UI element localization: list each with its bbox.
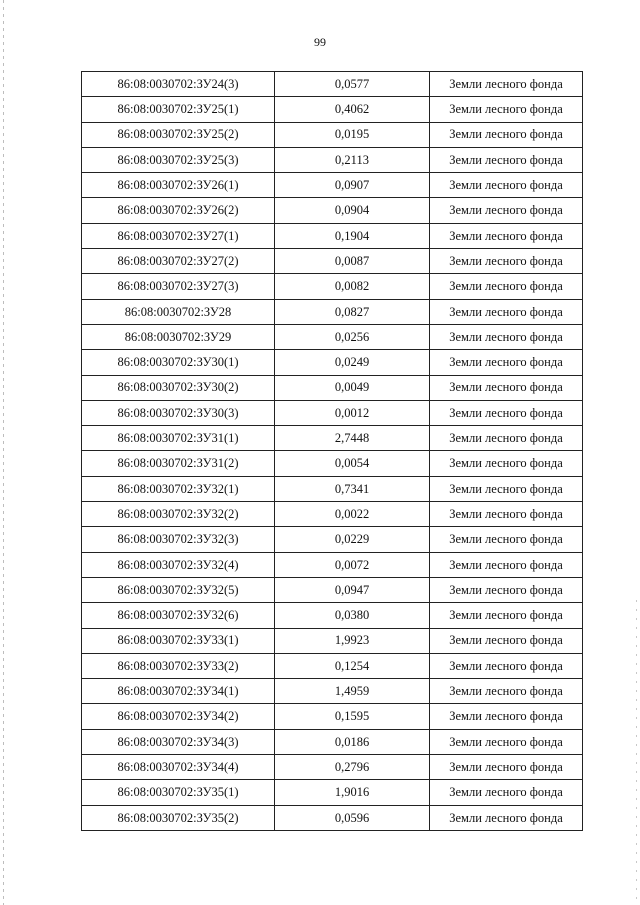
- land-category-cell: Земли лесного фонда: [430, 780, 583, 805]
- table-row: [82, 527, 583, 552]
- cadastral-number-cell: 86:08:0030702:ЗУ34(2): [82, 704, 275, 729]
- area-cell: 0,0577: [275, 72, 430, 97]
- table-row: [82, 628, 583, 653]
- cadastral-number-cell: 86:08:0030702:ЗУ32(4): [82, 552, 275, 577]
- cadastral-number-cell: 86:08:0030702:ЗУ30(1): [82, 350, 275, 375]
- cadastral-number-cell: 86:08:0030702:ЗУ30(3): [82, 400, 275, 425]
- area-cell: 0,0072: [275, 552, 430, 577]
- area-cell: 2,7448: [275, 426, 430, 451]
- table-body: [82, 72, 583, 831]
- area-cell: 0,0186: [275, 729, 430, 754]
- table-row: [82, 704, 583, 729]
- cadastral-number-cell: 86:08:0030702:ЗУ27(2): [82, 249, 275, 274]
- table-row: [82, 198, 583, 223]
- area-cell: 0,0380: [275, 603, 430, 628]
- land-category-cell: Земли лесного фонда: [430, 72, 583, 97]
- land-category-cell: Земли лесного фонда: [430, 451, 583, 476]
- cadastral-number-cell: 86:08:0030702:ЗУ25(2): [82, 122, 275, 147]
- land-category-cell: Земли лесного фонда: [430, 704, 583, 729]
- land-category-cell: Земли лесного фонда: [430, 173, 583, 198]
- cadastral-number-cell: 86:08:0030702:ЗУ34(1): [82, 679, 275, 704]
- land-category-cell: Земли лесного фонда: [430, 502, 583, 527]
- area-cell: 0,1904: [275, 223, 430, 248]
- area-cell: 0,0195: [275, 122, 430, 147]
- land-category-cell: Земли лесного фонда: [430, 679, 583, 704]
- land-category-cell: Земли лесного фонда: [430, 577, 583, 602]
- area-cell: 0,1595: [275, 704, 430, 729]
- scan-right-edge: [636, 600, 637, 900]
- cadastral-number-cell: 86:08:0030702:ЗУ27(1): [82, 223, 275, 248]
- cadastral-number-cell: 86:08:0030702:ЗУ33(1): [82, 628, 275, 653]
- cadastral-number-cell: 86:08:0030702:ЗУ33(2): [82, 653, 275, 678]
- area-cell: 0,7341: [275, 476, 430, 501]
- land-category-cell: Земли лесного фонда: [430, 476, 583, 501]
- table-row: [82, 274, 583, 299]
- cadastral-number-cell: 86:08:0030702:ЗУ32(6): [82, 603, 275, 628]
- cadastral-number-cell: 86:08:0030702:ЗУ26(2): [82, 198, 275, 223]
- table-row: [82, 72, 583, 97]
- table-row: [82, 173, 583, 198]
- scan-left-edge: [3, 0, 4, 905]
- area-cell: 0,0907: [275, 173, 430, 198]
- land-category-cell: Земли лесного фонда: [430, 274, 583, 299]
- table-row: [82, 805, 583, 830]
- land-category-cell: Земли лесного фонда: [430, 97, 583, 122]
- land-category-cell: Земли лесного фонда: [430, 122, 583, 147]
- area-cell: 0,0904: [275, 198, 430, 223]
- area-cell: 1,9923: [275, 628, 430, 653]
- table-row: [82, 451, 583, 476]
- cadastral-number-cell: 86:08:0030702:ЗУ35(1): [82, 780, 275, 805]
- area-cell: 0,0596: [275, 805, 430, 830]
- table-row: [82, 223, 583, 248]
- table-row: [82, 780, 583, 805]
- area-cell: 0,0087: [275, 249, 430, 274]
- area-cell: 1,9016: [275, 780, 430, 805]
- cadastral-number-cell: 86:08:0030702:ЗУ35(2): [82, 805, 275, 830]
- area-cell: 0,2796: [275, 755, 430, 780]
- area-cell: 1,4959: [275, 679, 430, 704]
- cadastral-number-cell: 86:08:0030702:ЗУ31(1): [82, 426, 275, 451]
- cadastral-number-cell: 86:08:0030702:ЗУ27(3): [82, 274, 275, 299]
- table-row: [82, 755, 583, 780]
- table-row: [82, 324, 583, 349]
- table-row: [82, 375, 583, 400]
- table-row: [82, 400, 583, 425]
- area-cell: 0,0947: [275, 577, 430, 602]
- area-cell: 0,0022: [275, 502, 430, 527]
- area-cell: 0,0827: [275, 299, 430, 324]
- land-category-cell: Земли лесного фонда: [430, 299, 583, 324]
- land-plots-table: [81, 71, 583, 831]
- table-row: [82, 653, 583, 678]
- cadastral-number-cell: 86:08:0030702:ЗУ32(1): [82, 476, 275, 501]
- table-row: [82, 502, 583, 527]
- cadastral-number-cell: 86:08:0030702:ЗУ32(5): [82, 577, 275, 602]
- area-cell: 0,2113: [275, 147, 430, 172]
- table-row: [82, 679, 583, 704]
- land-category-cell: Земли лесного фонда: [430, 628, 583, 653]
- cadastral-number-cell: 86:08:0030702:ЗУ32(3): [82, 527, 275, 552]
- table-row: [82, 147, 583, 172]
- area-cell: 0,0054: [275, 451, 430, 476]
- cadastral-number-cell: 86:08:0030702:ЗУ25(3): [82, 147, 275, 172]
- table-row: [82, 552, 583, 577]
- land-category-cell: Земли лесного фонда: [430, 527, 583, 552]
- cadastral-number-cell: 86:08:0030702:ЗУ34(3): [82, 729, 275, 754]
- land-category-cell: Земли лесного фонда: [430, 603, 583, 628]
- land-category-cell: Земли лесного фонда: [430, 653, 583, 678]
- table-row: [82, 299, 583, 324]
- land-category-cell: Земли лесного фонда: [430, 375, 583, 400]
- land-category-cell: Земли лесного фонда: [430, 198, 583, 223]
- table-row: [82, 350, 583, 375]
- table-row: [82, 729, 583, 754]
- land-category-cell: Земли лесного фонда: [430, 350, 583, 375]
- area-cell: 0,0082: [275, 274, 430, 299]
- cadastral-number-cell: 86:08:0030702:ЗУ31(2): [82, 451, 275, 476]
- table-row: [82, 476, 583, 501]
- area-cell: 0,0256: [275, 324, 430, 349]
- land-category-cell: Земли лесного фонда: [430, 552, 583, 577]
- area-cell: 0,0049: [275, 375, 430, 400]
- table-row: [82, 577, 583, 602]
- land-category-cell: Земли лесного фонда: [430, 805, 583, 830]
- cadastral-number-cell: 86:08:0030702:ЗУ29: [82, 324, 275, 349]
- land-category-cell: Земли лесного фонда: [430, 729, 583, 754]
- area-cell: 0,0229: [275, 527, 430, 552]
- land-category-cell: Земли лесного фонда: [430, 426, 583, 451]
- area-cell: 0,4062: [275, 97, 430, 122]
- area-cell: 0,1254: [275, 653, 430, 678]
- land-category-cell: Земли лесного фонда: [430, 147, 583, 172]
- cadastral-number-cell: 86:08:0030702:ЗУ30(2): [82, 375, 275, 400]
- land-category-cell: Земли лесного фонда: [430, 249, 583, 274]
- table-row: [82, 603, 583, 628]
- land-category-cell: Земли лесного фонда: [430, 324, 583, 349]
- cadastral-number-cell: 86:08:0030702:ЗУ26(1): [82, 173, 275, 198]
- page-number: 99: [314, 35, 326, 49]
- table-row: [82, 97, 583, 122]
- area-cell: 0,0012: [275, 400, 430, 425]
- table-row: [82, 426, 583, 451]
- cadastral-number-cell: 86:08:0030702:ЗУ32(2): [82, 502, 275, 527]
- area-cell: 0,0249: [275, 350, 430, 375]
- land-category-cell: Земли лесного фонда: [430, 223, 583, 248]
- cadastral-number-cell: 86:08:0030702:ЗУ28: [82, 299, 275, 324]
- cadastral-number-cell: 86:08:0030702:ЗУ34(4): [82, 755, 275, 780]
- table-row: [82, 122, 583, 147]
- cadastral-number-cell: 86:08:0030702:ЗУ24(3): [82, 72, 275, 97]
- land-category-cell: Земли лесного фонда: [430, 755, 583, 780]
- table-row: [82, 249, 583, 274]
- land-category-cell: Земли лесного фонда: [430, 400, 583, 425]
- cadastral-number-cell: 86:08:0030702:ЗУ25(1): [82, 97, 275, 122]
